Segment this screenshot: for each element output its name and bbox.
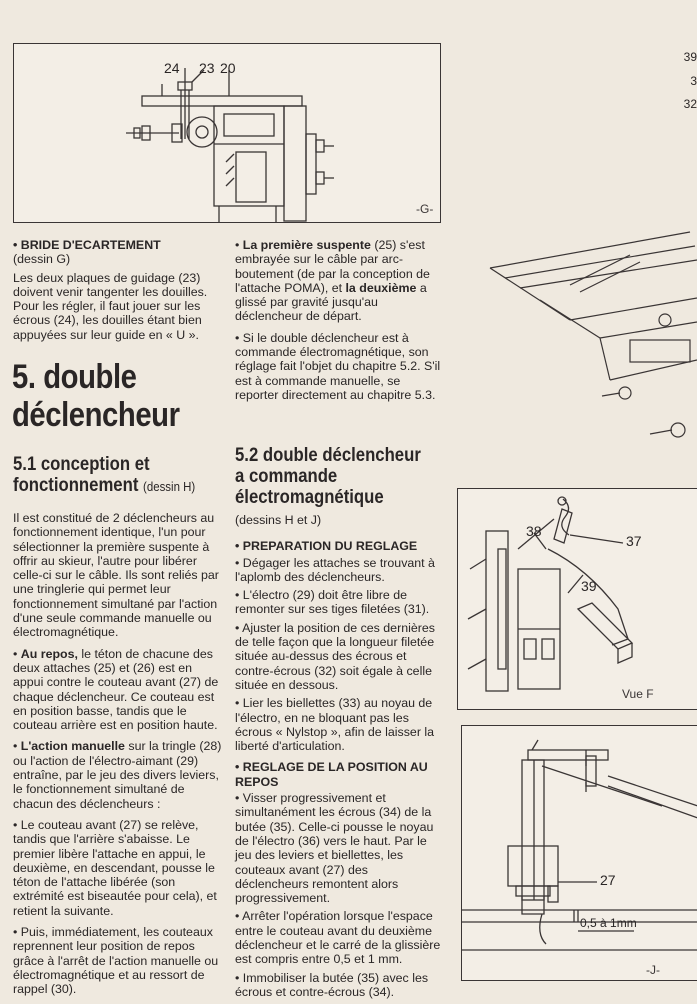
bride-heading: BRIDE D'ECARTEMENT	[20, 238, 161, 252]
figure-g	[13, 43, 441, 223]
bride-ref: (dessin G)	[13, 252, 71, 267]
figure-f-label-37: 37	[626, 533, 642, 549]
rail-drawing	[480, 230, 697, 450]
edge-label-3: 3	[690, 74, 697, 88]
para-couteau: • Le couteau avant (27) se relève, tandis que l'arrière s'abaisse. Le premier libère l'attache en appui, le deuxième, en descendant, pousse le téton de l'attache libérée (son extrémité est biseautée pour cela), et retient la suivante.	[13, 817, 217, 918]
para-action: • L'action manuelle sur la tringle (28) ou l'action de l'électro-aimant (29) entraîne, par le jeu des divers leviers, le fonctionnement simultané de chacun des déclencheurs :	[13, 739, 222, 811]
column-middle	[235, 238, 443, 409]
reg-1: • Visser progressivement et simultanément les écrous (34) de la butée (35). Celle-ci pousse le noyau de l'électro (36) vers le haut. Par le jeu des leviers et biellettes, les couteaux avant (27) des déclencheurs remontent alors progressivement.	[235, 791, 434, 906]
figure-j-drawing	[462, 726, 697, 981]
para-double: • Si le double déclencheur est à commande électromagnétique, son réglage fait l'objet du chapitre 5.2. S'il est à commande manuelle, se reporter directement au chapitre 5.3.	[235, 330, 441, 402]
figure-j-label-27: 27	[600, 872, 616, 888]
figure-f-caption: Vue F	[622, 687, 654, 701]
section-5-2-ref: (dessins H et J)	[235, 513, 322, 527]
prep-2: • L'électro (29) doit être libre de remonter sur ses tiges filetées (31).	[235, 588, 430, 617]
reg-2: • Arrêter l'opération lorsque l'espace entre le couteau avant du deuxième déclencheur et le carré de la glissière est compris entre 0,5 et 1 mm.	[235, 909, 441, 967]
figure-f-drawing	[458, 489, 697, 710]
column-left: • BRIDE D'ECARTEMENT (dessin G) Les deux plaques de guidage (23) doivent venir tangenter les douilles. Pour les régler, il faut jouer sur les écrous (24), les douilles étant bien appuyées sur leur guide en « U ».	[13, 238, 225, 349]
reg-3: • Immobiliser la butée (35) avec les écrous et contre-écrous (34).	[235, 970, 429, 999]
figure-j-label-gap: 0,5 à 1mm	[580, 916, 637, 930]
figure-g-label-24: 24	[164, 60, 180, 76]
edge-label-32: 32	[683, 97, 697, 111]
figure-g-caption: -G-	[416, 202, 434, 216]
figure-g-label-20: 20	[220, 60, 236, 76]
edge-label-39: 39	[683, 50, 697, 64]
column-left-body	[13, 511, 225, 1004]
column-middle-body: (dessins H et J) • PREPARATION DU REGLAGE • Dégager les attaches se trouvant à l'aplomb des déclencheurs. • L'électro (29) doit être libre de remonter sur ses tiges filetées (31). • Ajuster la position de ces dernières de telle façon que la longueur filetée située au-dessus des écrous et contre-écrous (32) soit égale à celle située en dessous. • Lier les biellettes (33) au noyau de l'électro, en ne bloquant pas les écrous « Nylstop », afin de laisser la liberté d'articulation. • REGLAGE DE LA POSITION AU REPOS • Visser progressivement et simultanément les écrous (34) de la butée (35). Celle-ci pousse le noyau de l'électro (36) vers le haut. Par le jeu des leviers et biellettes, les couteaux avant (27) des déclencheurs remontent alors progressivement. • Arrêter l'opération lorsque l'espace entre le couteau avant du deuxième déclencheur et le carré de la glissière est compris entre 0,5 et 1 mm. • Immobiliser la butée (35) avec les écrous et contre-écrous (34).	[235, 513, 443, 1003]
section-5-1-title: 5.1 conception et fonctionnement (dessin H)	[13, 454, 196, 496]
para-constitue: Il est constitué de 2 déclencheurs au fonctionnement identique, l'un pour sélectionner la première suspente à offrir au skieur, l'autre pour libérer celle-ci sur le câble. Ils sont reliés par une tringlerie qui permet leur fonctionnement simultané par l'action d'une seule commande manuelle ou électromagnétique.	[13, 511, 219, 640]
chapter-title-line2: déclencheur	[12, 396, 180, 434]
prep-1: • Dégager les attaches se trouvant à l'aplomb des déclencheurs.	[235, 555, 435, 584]
chapter-title-line1: 5. double	[12, 358, 137, 396]
chapter-title	[12, 358, 180, 434]
reg-heading: REGLAGE DE LA POSITION AU REPOS	[235, 760, 428, 789]
para-repos: • Au repos, le téton de chacune des deux attaches (25) et (26) est en appui contre le couteau avant (27) de chaque déclencheur. Ce couteau est en position basse, tandis que le couteau arrière est en position haute.	[13, 646, 219, 733]
figure-j	[461, 725, 697, 981]
figure-f-label-39: 39	[581, 578, 597, 594]
section-5-1-ref: (dessin H)	[143, 479, 196, 494]
prep-heading: PREPARATION DU REGLAGE	[242, 539, 418, 554]
figure-j-caption: -J-	[646, 963, 660, 977]
figure-f-label-38: 38	[526, 523, 542, 539]
section-5-2-title: 5.2 double déclencheur a commande électromagnétique	[235, 445, 421, 508]
prep-4: • Lier les biellettes (33) au noyau de l'électro, en ne bloquant pas les écrous « Nylstop », afin de laisser la liberté d'articulation.	[235, 696, 435, 754]
prep-3: • Ajuster la position de ces dernières de telle façon que la longueur filetée située au-dessus des écrous et contre-écrous (32) soit égale à celle située en dessous.	[235, 620, 435, 692]
figure-g-label-23: 23	[199, 60, 215, 76]
para-premiere: • La première suspente (25) s'est embrayée sur le câble par arc-boutement (de par la conception de l'attache POMA), et la deuxième a glissé par gravité jusqu'au déclencheur de départ.	[235, 238, 430, 324]
figure-f	[457, 488, 697, 710]
para-puis: • Puis, immédiatement, les couteaux reprennent leur position de repos grâce à l'arrêt de l'action manuelle ou électromagnétique et au ressort de rappel (30).	[13, 925, 219, 997]
bride-text: Les deux plaques de guidage (23) doivent venir tangenter les douilles. Pour les régler, il faut jouer sur les écrous (24), les douilles étant bien appuyées sur leur guide en « U ».	[13, 270, 208, 342]
